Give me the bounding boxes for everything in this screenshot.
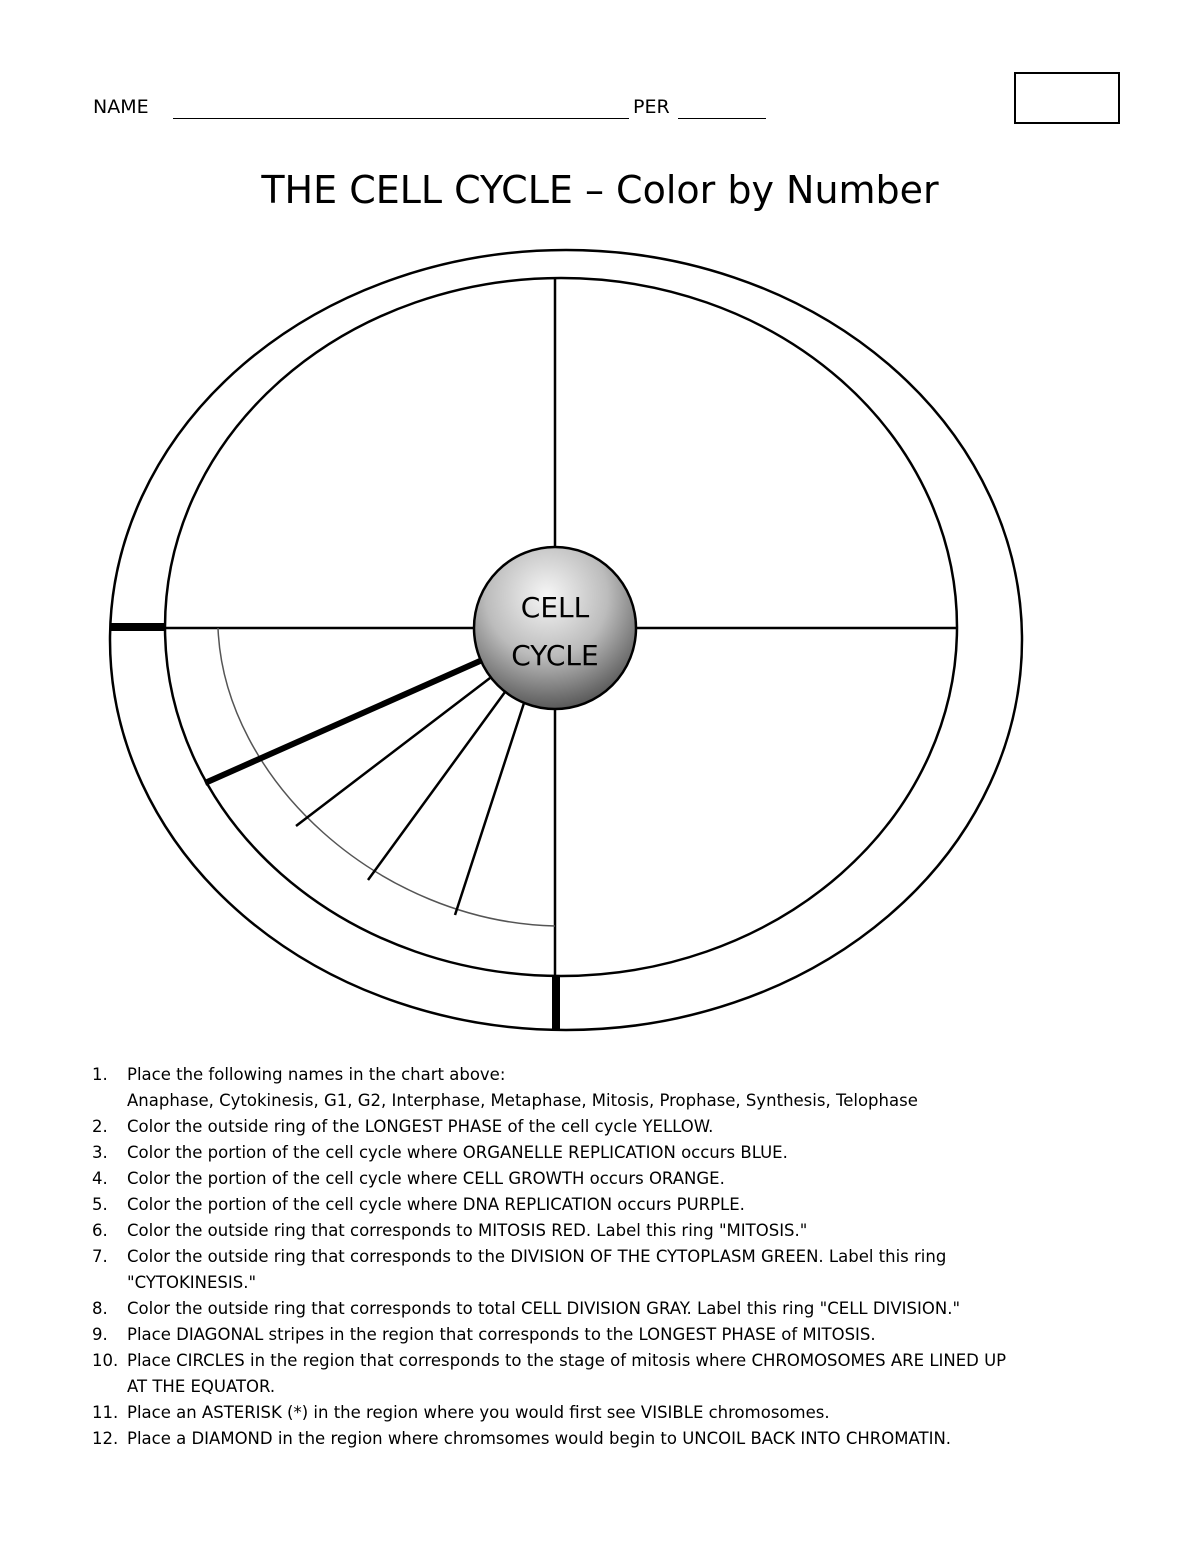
instruction-item <box>92 1400 1102 1426</box>
instruction-text: Place CIRCLES in the region that corresponds to the stage of mitosis where CHROMOSOMES ARE LINED UP <box>127 1351 1007 1370</box>
instruction-item <box>92 1140 1102 1166</box>
instruction-number: 3. <box>92 1143 108 1162</box>
mitosis-boundary <box>205 661 480 783</box>
instruction-item <box>92 1322 1102 1348</box>
instruction-text: Color the portion of the cell cycle where ORGANELLE REPLICATION occurs BLUE. <box>127 1143 788 1162</box>
instruction-number: 5. <box>92 1195 108 1214</box>
instruction-text: "CYTOKINESIS." <box>127 1273 257 1292</box>
instruction-item <box>92 1192 1102 1218</box>
page-title: THE CELL CYCLE – Color by Number <box>261 168 939 212</box>
instruction-text: Color the outside ring that corresponds to total CELL DIVISION GRAY. Label this ring "CELL DIVISION." <box>127 1299 961 1318</box>
center-label <box>474 584 636 680</box>
instruction-text: Color the portion of the cell cycle where DNA REPLICATION occurs PURPLE. <box>127 1195 745 1214</box>
instruction-item <box>92 1296 1102 1322</box>
mitosis-spoke-3 <box>455 703 524 915</box>
instruction-item <box>92 1244 1102 1296</box>
instruction-number: 7. <box>92 1247 108 1266</box>
instruction-item <box>92 1062 1102 1114</box>
instruction-text: Place the following names in the chart above: <box>127 1065 506 1084</box>
instruction-text: Place DIAGONAL stripes in the region that corresponds to the LONGEST PHASE of MITOSIS. <box>127 1325 876 1344</box>
instruction-item <box>92 1348 1102 1400</box>
instruction-text: Place an ASTERISK (*) in the region where you would first see VISIBLE chromosomes. <box>127 1403 830 1422</box>
instruction-item <box>92 1218 1102 1244</box>
instruction-text: Color the outside ring that corresponds to MITOSIS RED. Label this ring "MITOSIS." <box>127 1221 808 1240</box>
instruction-number: 2. <box>92 1117 108 1136</box>
instruction-text: Color the outside ring that corresponds to the DIVISION OF THE CYTOPLASM GREEN. Label this ring <box>127 1247 947 1266</box>
instruction-item <box>92 1426 1102 1452</box>
instruction-number: 6. <box>92 1221 108 1240</box>
instruction-text: Anaphase, Cytokinesis, G1, G2, Interphase, Metaphase, Mitosis, Prophase, Synthesis, Telophase <box>127 1091 918 1110</box>
period-label: PER <box>633 96 670 118</box>
instruction-number: 12. <box>92 1429 119 1448</box>
instruction-text: Color the outside ring of the LONGEST PHASE of the cell cycle YELLOW. <box>127 1117 714 1136</box>
instructions-list <box>92 1062 1102 1452</box>
instruction-text: Place a DIAMOND in the region where chromsomes would begin to UNCOIL BACK INTO CHROMATIN. <box>127 1429 952 1448</box>
instruction-number: 9. <box>92 1325 108 1344</box>
instruction-text: Color the portion of the cell cycle where CELL GROWTH occurs ORANGE. <box>127 1169 725 1188</box>
instruction-item <box>92 1166 1102 1192</box>
instruction-item <box>92 1114 1102 1140</box>
center-label-line1: CELL <box>520 591 590 624</box>
name-label: NAME <box>93 96 149 118</box>
instruction-number: 10. <box>92 1351 119 1370</box>
instruction-number: 11. <box>92 1403 119 1422</box>
instruction-number: 8. <box>92 1299 108 1318</box>
center-label-line2: CYCLE <box>511 639 599 672</box>
instruction-text: AT THE EQUATOR. <box>127 1377 276 1396</box>
instruction-number: 4. <box>92 1169 108 1188</box>
instruction-number: 1. <box>92 1065 108 1084</box>
